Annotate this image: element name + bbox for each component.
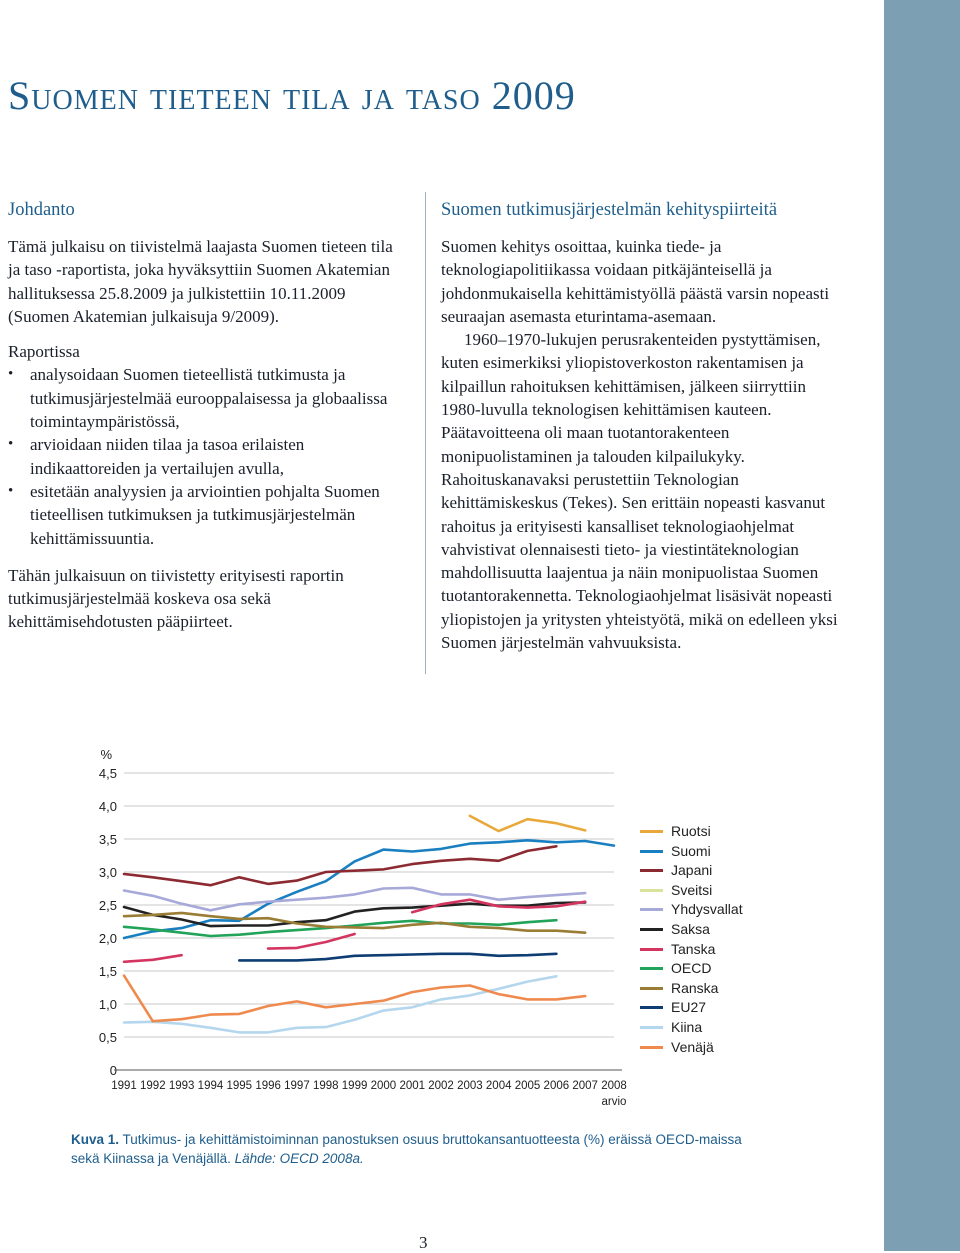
y-tick-label: 3,5 — [98, 832, 117, 847]
column-divider — [425, 192, 426, 674]
legend-swatch — [640, 1026, 663, 1029]
x-tick-label: 2002 — [428, 1080, 454, 1092]
legend-item — [640, 979, 810, 999]
x-tick-label: 2007 — [572, 1080, 598, 1092]
legend-item — [640, 1018, 810, 1038]
x-tick-label: 1998 — [312, 1080, 339, 1092]
series-line-ruotsi — [470, 816, 585, 831]
legend-swatch — [640, 908, 663, 911]
series-line-venäjä — [124, 976, 585, 1022]
legend-item — [640, 881, 810, 901]
x-tick-note: arvio — [601, 1096, 627, 1108]
list-item: • esitetään analyysien ja arviointien pohjalta Suomen tieteellisen tutkimuksen ja tutkimusjärjestelmän kehittämissuuntia. — [8, 481, 380, 548]
section-heading-kehityspiirteita: Suomen tutkimusjärjestelmän kehityspiirteitä — [441, 200, 778, 220]
intro-paragraph: Tämä julkaisu on tiivistelmä laajasta Suomen tieteen tila ja taso -raportista, joka hyväksyttiin Suomen Akatemian hallituksessa 25.8.2009 ja julkistettiin 10.11.2009 (Suomen Akatemian julkaisuja 9/2009). — [8, 237, 393, 326]
legend-item — [640, 861, 810, 881]
series-line-tanska — [412, 900, 585, 913]
legend-label: Suomi — [671, 842, 711, 859]
legend-label: Tanska — [671, 940, 716, 957]
y-tick-label: 1,5 — [98, 964, 117, 979]
legend-swatch — [640, 987, 663, 990]
chart-legend — [640, 822, 810, 1057]
legend-label: Ranska — [671, 979, 719, 996]
legend-swatch — [640, 967, 663, 970]
bullet-icon: • — [8, 482, 14, 499]
x-tick-label: 1992 — [140, 1080, 166, 1092]
y-tick-label: 4,0 — [98, 799, 117, 814]
x-tick-label: 2000 — [370, 1080, 397, 1092]
legend-label: Sveitsi — [671, 881, 713, 898]
x-tick-label: 1993 — [168, 1080, 195, 1092]
legend-item — [640, 822, 810, 842]
bullet-icon: • — [8, 436, 14, 453]
x-tick-label: 2004 — [485, 1080, 512, 1092]
legend-label: Kiina — [671, 1018, 703, 1035]
y-tick-label: 2,5 — [98, 898, 117, 913]
legend-swatch — [640, 948, 663, 951]
y-tick-label: 0 — [109, 1063, 117, 1078]
list-item: • analysoidaan Suomen tieteellistä tutkimusta ja tutkimusjärjestelmää eurooppalaisessa ja globaalissa toimintaympäristössä, — [8, 365, 388, 432]
legend-label: Saksa — [671, 920, 710, 937]
legend-label: Yhdysvallat — [671, 901, 743, 918]
right-column — [441, 198, 841, 654]
legend-label: Japani — [671, 862, 713, 879]
legend-swatch — [640, 889, 663, 892]
y-axis-label: % — [100, 747, 112, 762]
caption-source: Lähde: OECD 2008a. — [234, 1151, 364, 1166]
legend-item — [640, 842, 810, 862]
x-tick-label: 1999 — [341, 1080, 368, 1092]
series-line-tanska — [268, 934, 355, 949]
chart-svg — [0, 740, 960, 1120]
page-number: 3 — [419, 1233, 428, 1252]
x-tick-label: 1994 — [197, 1080, 224, 1092]
y-tick-label: 2,0 — [98, 931, 117, 946]
legend-label: OECD — [671, 960, 712, 977]
series-line-eu27 — [239, 954, 556, 961]
legend-swatch — [640, 1046, 663, 1049]
page-title: Suomen tieteen tila ja taso 2009 — [8, 73, 576, 118]
x-tick-label: 2001 — [399, 1080, 426, 1092]
legend-label: Ruotsi — [671, 823, 711, 839]
legend-item — [640, 940, 810, 960]
x-tick-label: 1997 — [284, 1080, 310, 1092]
y-tick-label: 3,0 — [98, 865, 117, 880]
legend-label: Venäjä — [671, 1038, 714, 1055]
closing-paragraph: Tähän julkaisuun on tiivistetty erityisesti raportin tutkimusjärjestelmää koskeva osa sekä kehittämisehdotusten pääpiirteet. — [8, 565, 344, 632]
x-tick-label: 2005 — [514, 1080, 541, 1092]
legend-item — [640, 959, 810, 979]
body-paragraph-2: 1960–1970-lukujen perusrakenteiden pystyttämisen, kuten esimerkiksi yliopistoverkoston rakentamisen ja kilpaillun rahoituksen kehittämisen, jälkeen siirryttiin 1980-luvulla teknologisen kehittämisen kauteen. Päätavoitteena oli maan tuotantorakenteen monipuolistaminen ja talouden kilpailukyky. Rahoituskanavaksi perustettiin Teknologian kehittämiskeskus (Tekes). Sen erittäin nopeasti kasvanut rahoitus ja erityisesti kansalliset teknologiaohjelmat vahvistivat olennaisesti tieto- ja viestintäteknologian mahdollisuutta laajentua ja näin monipuolistaa Suomen tuotantorakennetta. Teknologiaohjelmat lisäsivät nopeasti yliopistojen ja yritysten yhteistyötä, mikä on edelleen yksi Suomen järjestelmän vahvuuksista. — [441, 330, 838, 653]
caption-text: Tutkimus- ja kehittämistoiminnan panostuksen osuus bruttokansantuotteesta (%) eräissä OECD-maissa sekä Kiinassa ja Venäjällä. — [71, 1132, 742, 1166]
left-column — [8, 198, 406, 634]
figure-caption — [71, 1130, 771, 1168]
rd-expenditure-chart — [0, 740, 960, 1120]
caption-label: Kuva 1. — [71, 1132, 120, 1147]
legend-item — [640, 1038, 810, 1058]
legend-swatch — [640, 1006, 663, 1009]
legend-swatch — [640, 830, 663, 833]
list-item: • arvioidaan niiden tilaa ja tasoa erilaisten indikaattoreiden ja vertailujen avulla, — [8, 435, 305, 478]
legend-item — [640, 900, 810, 920]
y-tick-label: 4,5 — [98, 766, 117, 781]
legend-swatch — [640, 869, 663, 872]
x-tick-label: 1995 — [226, 1080, 253, 1092]
series-line-japani — [124, 846, 556, 885]
legend-label: EU27 — [671, 999, 707, 1016]
body-paragraph-1: Suomen kehitys osoittaa, kuinka tiede- ja teknologiapolitiikassa voidaan pitkäjänteisellä ja johdonmukaisella kehittämistyöllä päästä varsin nopeasti seuraajan asemasta eturintama-asemaan. — [441, 237, 830, 326]
section-heading-johdanto: Johdanto — [8, 200, 75, 220]
x-tick-label: 1996 — [255, 1080, 281, 1092]
x-tick-label: 1991 — [111, 1080, 137, 1092]
y-tick-label: 1,0 — [98, 997, 117, 1012]
bullet-list — [8, 363, 406, 549]
list-intro: Raportissa — [8, 342, 80, 362]
bullet-icon: • — [8, 366, 14, 383]
legend-item — [640, 998, 810, 1018]
x-tick-label: 2008 — [601, 1080, 627, 1092]
legend-item — [640, 920, 810, 940]
legend-swatch — [640, 928, 663, 931]
y-tick-label: 0,5 — [98, 1030, 117, 1045]
x-tick-label: 2003 — [457, 1080, 483, 1092]
series-line-tanska — [124, 955, 182, 962]
x-tick-label: 2006 — [543, 1080, 570, 1092]
legend-swatch — [640, 850, 663, 853]
